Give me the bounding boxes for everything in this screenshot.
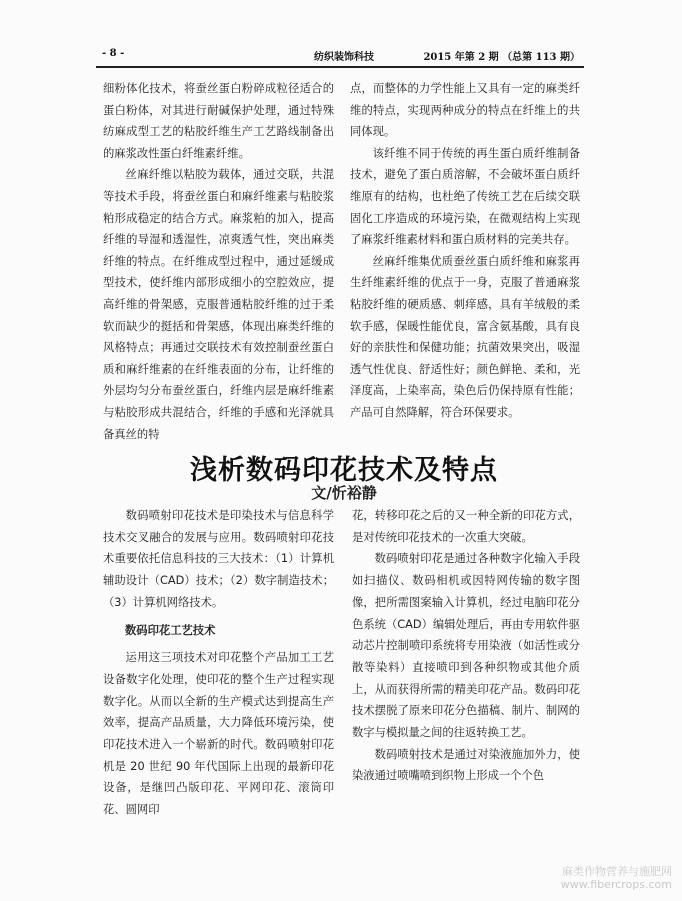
paragraph: 丝麻纤维以粘胶为载体，通过交联，共混等技术手段，将蚕丝蛋白和麻纤维素与粘胶浆粕形成稳定的结合方式。麻浆粕的加入，提高纤维的导湿和透湿性，凉爽透气性，突出麻类纤维的特点。在纤维成型过程中，通过延缓成型技术，使纤维内部形成细小的空腔效应，提高纤维的骨架感，克服普通粘胶纤维的过于柔软而缺少的挺括和骨架感，体现出麻类纤维的风格特点；再通过交联技术有效控制蚕丝蛋白质和麻纤维素的在纤维表面的分布，让纤维的外层均匀分布蚕丝蛋白，纤维内层是麻纤维素与粘胶形成共混结合，纤维的手感和光泽就具备真丝的特 — [103, 168, 334, 441]
watermark-url: www.fibercrops.com — [560, 878, 672, 891]
watermark-site-name: 麻类作物营养与施肥网 — [562, 865, 672, 878]
issue-info: 2015 年第 2 期 （总第 113 期） — [423, 52, 580, 63]
article2-right-column — [352, 505, 580, 787]
article1-left-column — [103, 78, 334, 445]
paragraph: 数码喷射印花是通过各种数字化输入手段如扫描仪、数码相机或因特网传输的数字图像，把所需图案输入计算机，经过电脑印花分色系统（CAD）编辑处理后，再由专用软件驱动芯片控制喷印系统将专用染液（如活性或分散等染料）直接喷印到各种织物或其他介质上，从而获得所需的精美印花产品。数码印花技术摆脱了原来印花分色描稿、制片、制网的数字与模拟量之间的往返转换工艺。 — [352, 552, 580, 740]
paragraph: 点，而整体的力学性能上又具有一定的麻类纤维的特点，实现两种成分的特点在纤维上的共同体现。 — [350, 82, 580, 139]
article2-left-column — [103, 505, 334, 821]
section-heading: 数码印花工艺技术 — [125, 623, 216, 637]
page-number: - 8 - — [102, 48, 125, 59]
paragraph: 数码喷射技术是通过对染液施加外力，使染液通过喷嘴喷到织物上形成一个个色 — [352, 747, 580, 783]
paragraph: 该纤维不同于传统的再生蛋白质纤维制备技术，避免了蛋白质溶解，不会破坏蛋白质纤维原有的结构，也杜绝了传统工艺在后续交联固化工序造成的环境污染，在微观结构上实现了麻浆纤维素材料和蛋白质材料的完美共存。 — [350, 146, 580, 247]
paragraph: 细粉体化技术，将蚕丝蛋白粉碎成粒径适合的蛋白粉体，对其进行耐碱保护处理，通过特殊纺麻成型工艺的粘胶纤维生产工艺路线制备出的麻浆改性蛋白纤维素纤维。 — [103, 82, 334, 160]
paragraph: 丝麻纤维集优质蚕丝蛋白质纤维和麻浆再生纤维素纤维的优点于一身，克服了普通麻浆粘胶纤维的硬质感、刺痒感，具有羊绒般的柔软手感，保暖性能优良，富含氨基酸，具有良好的亲肤性和保健功能；抗菌效果突出，吸湿透气性优良、舒适性好；颜色鲜艳、柔和，光泽度高，上染率高，染色后仍保持原有性能；产品可自然降解，符合环保要求。 — [350, 254, 580, 419]
journal-name: 纺织装饰科技 — [314, 52, 374, 63]
article-title: 浅析数码印花技术及特点 — [190, 455, 498, 486]
paragraph: 数码喷射印花技术是印染技术与信息科学技术交叉融合的发展与应用。数码喷射印花技术重要依托信息科技的三大技术：（1）计算机辅助设计（CAD）技术；（2）数字制造技术；（3）计算机网络技术。 — [103, 509, 334, 609]
page-header — [96, 44, 584, 64]
paragraph: 花，转移印花之后的又一种全新的印花方式，是对传统印花技术的一次重大突破。 — [352, 509, 580, 544]
paragraph: 运用这三项技术对印花整个产品加工工艺设备数字化处理，使印花的整个生产过程实现数字化。从而以全新的生产模式达到提高生产效率，提高产品质量，大力降低环境污染，使印花技术进入一个崭新的时代。数码喷射印花机是 20 世纪 90 年代国际上出现的最新印花设备，是继凹凸版印花、平网印花、滚筒印花、圆网印 — [103, 651, 334, 817]
article-author: 文/忻裕静 — [311, 484, 377, 502]
article1-right-column — [350, 78, 580, 424]
header-rule — [96, 66, 584, 68]
watermark — [561, 865, 672, 891]
